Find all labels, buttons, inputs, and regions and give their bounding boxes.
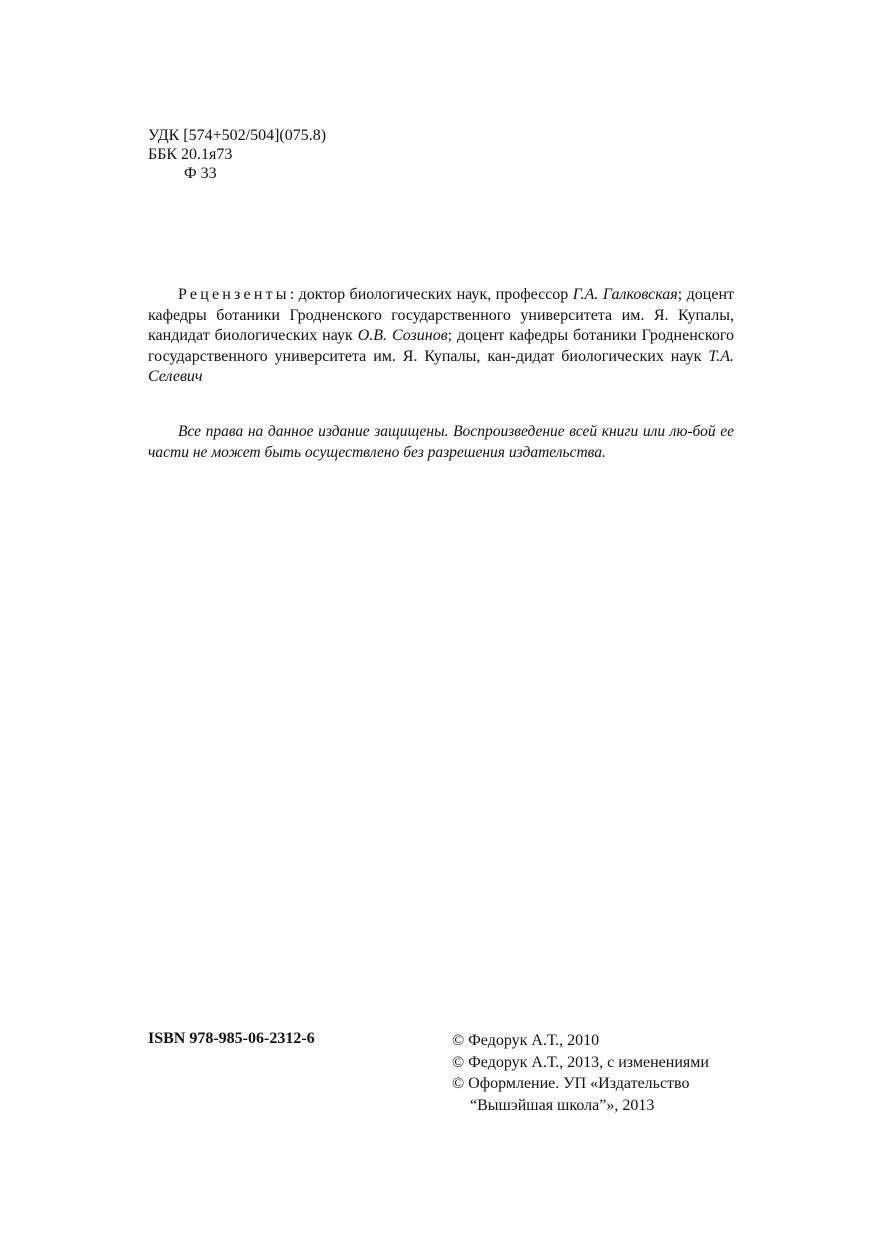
copyright-block — [452, 1030, 709, 1116]
reviewer-2-details: ; доцент кафедры ботаники Гродненского государственного университета им. Я. Купалы, кан-дидат биологических наук — [148, 327, 734, 365]
author-sign: Ф 33 — [184, 165, 217, 182]
reviewers-paragraph — [148, 285, 734, 388]
udk-code: УДК [574+502/504](075.8) — [148, 127, 327, 144]
reviewer-1-details: ; доцент кафедры ботаники Гродненского государственного университета им. Я. Купалы, кандидат биологических наук — [148, 286, 734, 344]
reviewer-2: О.В. Созинов — [357, 327, 448, 344]
reviewer-1: Г.А. Галковская — [572, 286, 678, 303]
rights-notice: Все права на данное издание защищены. Воспроизведение всей книги или лю-бой ее части не может быть осуществлено без разрешения издательства. — [148, 422, 734, 461]
reviewer-3: Т.А. Селевич — [148, 347, 734, 385]
copyright-line: © Федорук А.Т., 2010 — [452, 1032, 600, 1049]
classification-codes — [148, 126, 326, 183]
copyright-line: © Оформление. УП «Издательство — [452, 1075, 690, 1092]
copyright-line: “Вышэйшая школа”», 2013 — [470, 1096, 655, 1114]
bbk-code: ББК 20.1я73 — [148, 146, 233, 163]
reviewers-intro: : доктор биологических наук, профессор — [289, 286, 573, 303]
copyright-line: © Федорук А.Т., 2013, с изменениями — [452, 1053, 709, 1071]
reviewers-label: Рецензенты — [178, 286, 290, 303]
isbn: ISBN 978-985-06-2312-6 — [148, 1030, 315, 1047]
